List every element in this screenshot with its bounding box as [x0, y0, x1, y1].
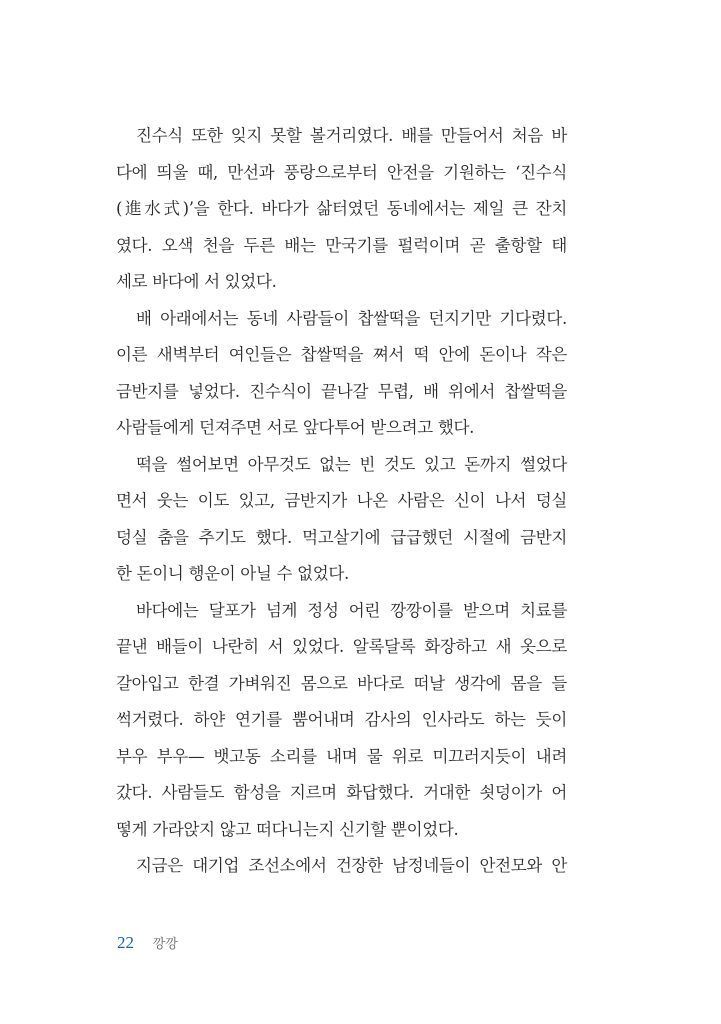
text-line: 떡을 썰어보면 아무것도 없는 빈 것도 있고 돈까지 썰었다	[136, 454, 567, 474]
text-line: (進水式)’을 한다. 바다가 삶터였던 동네에서는 제일 큰 잔치	[116, 199, 567, 218]
text-line: 이른 새벽부터 여인들은 찹쌀떡을 쪄서 떡 안에 돈이나 작은	[116, 345, 567, 364]
running-title: 깡깡	[152, 937, 178, 952]
text-line: 썩거렸다. 하얀 연기를 뿜어내며 감사의 인사라도 하는 듯이	[116, 710, 567, 729]
page-footer	[117, 933, 178, 953]
text-line: 부우 부우— 뱃고동 소리를 내며 물 위로 미끄러지듯이 내려	[116, 746, 567, 766]
text-line: 진수식 또한 잊지 못할 볼거리였다. 배를 만들어서 처음 바	[136, 126, 567, 145]
page-number: 22	[117, 933, 134, 952]
text-line: 끝낸 배들이 나란히 서 있었다. 알록달록 화장하고 새 옷으로	[116, 637, 567, 656]
text-line: 지금은 대기업 조선소에서 건장한 남정네들이 안전모와 안	[136, 856, 567, 875]
paragraph	[116, 848, 567, 885]
text-line: 사람들에게 던져주면 서로 앞다투어 받으려고 했다.	[116, 418, 475, 437]
paragraph	[116, 447, 567, 593]
text-line: 한 돈이니 행운이 아닐 수 없었다.	[116, 564, 349, 583]
text-line: 금반지를 넣었다. 진수식이 끝나갈 무렵, 배 위에서 찹쌀떡을	[116, 381, 567, 401]
text-line: 갈아입고 한결 가벼워진 몸으로 바다로 떠날 생각에 몸을 들	[116, 673, 567, 693]
text-line: 바다에는 달포가 넘게 정성 어린 깡깡이를 받으며 치료를	[136, 600, 567, 620]
text-line: 세로 바다에 서 있었다.	[116, 272, 277, 291]
paragraph	[116, 301, 567, 447]
paragraph	[116, 118, 567, 301]
text-line: 면서 웃는 이도 있고, 금반지가 나온 사람은 신이 나서 덩실	[116, 491, 567, 510]
text-line: 갔다. 사람들도 함성을 지르며 화답했다. 거대한 쇳덩이가 어	[116, 783, 567, 802]
text-line: 덩실 춤을 추기도 했다. 먹고살기에 급급했던 시절에 금반지	[116, 527, 567, 547]
text-line: 배 아래에서는 동네 사람들이 찹쌀떡을 던지기만 기다렸다.	[136, 308, 567, 328]
text-line: 다에 띄울 때, 만선과 풍랑으로부터 안전을 기원하는 ‘진수식	[116, 162, 567, 182]
text-line: 떻게 가라앉지 않고 떠다니는지 신기할 뿐이었다.	[116, 819, 459, 839]
body-text	[116, 118, 567, 885]
paragraph	[116, 593, 567, 849]
text-line: 였다. 오색 천을 두른 배는 만국기를 펄럭이며 곧 출항할 태	[116, 235, 567, 255]
